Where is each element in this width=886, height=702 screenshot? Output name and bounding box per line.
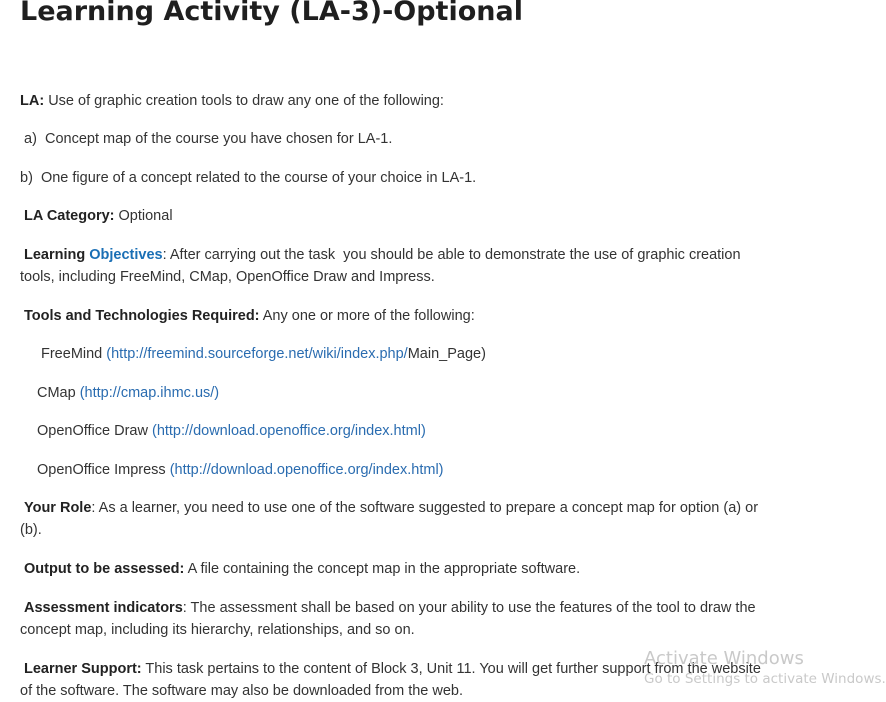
role-line-1 <box>24 497 758 519</box>
tool-name: OpenOffice Impress <box>37 462 170 478</box>
role-text-1: : As a learner, you need to use one of the software suggested to prepare a concept map for option (a) or <box>91 500 759 516</box>
tool-item-openoffice-impress <box>37 459 444 481</box>
option-a: a) Concept map of the course you have chosen for LA-1. <box>20 131 393 147</box>
objectives-label-2: Objectives <box>89 247 163 263</box>
assessment-text-1: : The assessment shall be based on your ability to use the features of the tool to draw the <box>182 600 756 616</box>
category-line <box>24 205 173 227</box>
tools-text: Any one or more of the following: <box>259 308 475 324</box>
la-text: Use of graphic creation tools to draw any one of the following: <box>44 93 444 109</box>
freemind-link-tail[interactable]: Main_Page) <box>407 346 486 362</box>
support-text-1: This task pertains to the content of Block 3, Unit 11. You will get further support from the website <box>141 661 761 677</box>
support-label: Learner Support: <box>24 661 142 677</box>
role-line-2: (b). <box>20 522 42 538</box>
watermark-title: Activate Windows <box>644 648 804 669</box>
tools-line <box>24 305 475 327</box>
tool-item-freemind <box>41 343 486 365</box>
assessment-label: Assessment indicators <box>24 600 183 616</box>
option-b: b) One figure of a concept related to the course of your choice in LA-1. <box>20 170 477 186</box>
openoffice-draw-link[interactable]: (http://download.openoffice.org/index.html) <box>151 423 426 439</box>
tools-label: Tools and Technologies Required: <box>24 308 260 324</box>
objectives-line-1 <box>24 244 741 266</box>
category-text: Optional <box>114 208 173 224</box>
tool-item-openoffice-draw <box>37 420 426 442</box>
support-line-2: of the software. The software may also be downloaded from the web. <box>20 683 464 699</box>
output-text: A file containing the concept map in the appropriate software. <box>184 561 581 577</box>
watermark-subtitle: Go to Settings to activate Windows. <box>644 671 886 687</box>
tool-name: FreeMind <box>41 346 107 362</box>
openoffice-impress-link[interactable]: (http://download.openoffice.org/index.html) <box>169 462 444 478</box>
freemind-link[interactable]: (http://freemind.sourceforge.net/wiki/index.php/ <box>106 346 408 362</box>
la-line <box>20 90 444 112</box>
objectives-text-1: : After carrying out the task you should be able to demonstrate the use of graphic creation <box>162 247 741 263</box>
tool-name: OpenOffice Draw <box>37 423 152 439</box>
la-label: LA: <box>20 93 45 109</box>
output-line <box>24 558 580 580</box>
objectives-label-1: Learning <box>24 247 90 263</box>
role-label: Your Role <box>24 500 92 516</box>
objectives-line-2: tools, including FreeMind, CMap, OpenOffice Draw and Impress. <box>20 269 435 285</box>
tool-item-cmap <box>37 382 219 404</box>
category-label: LA Category: <box>24 208 115 224</box>
tool-name: CMap <box>37 385 80 401</box>
page-title: Learning Activity (LA-3)-Optional <box>20 0 523 27</box>
output-label: Output to be assessed: <box>24 561 185 577</box>
support-line-1 <box>24 658 761 680</box>
cmap-link[interactable]: (http://cmap.ihmc.us/) <box>79 385 220 401</box>
assessment-line-1 <box>24 597 756 619</box>
assessment-line-2: concept map, including its hierarchy, relationships, and so on. <box>20 622 415 638</box>
